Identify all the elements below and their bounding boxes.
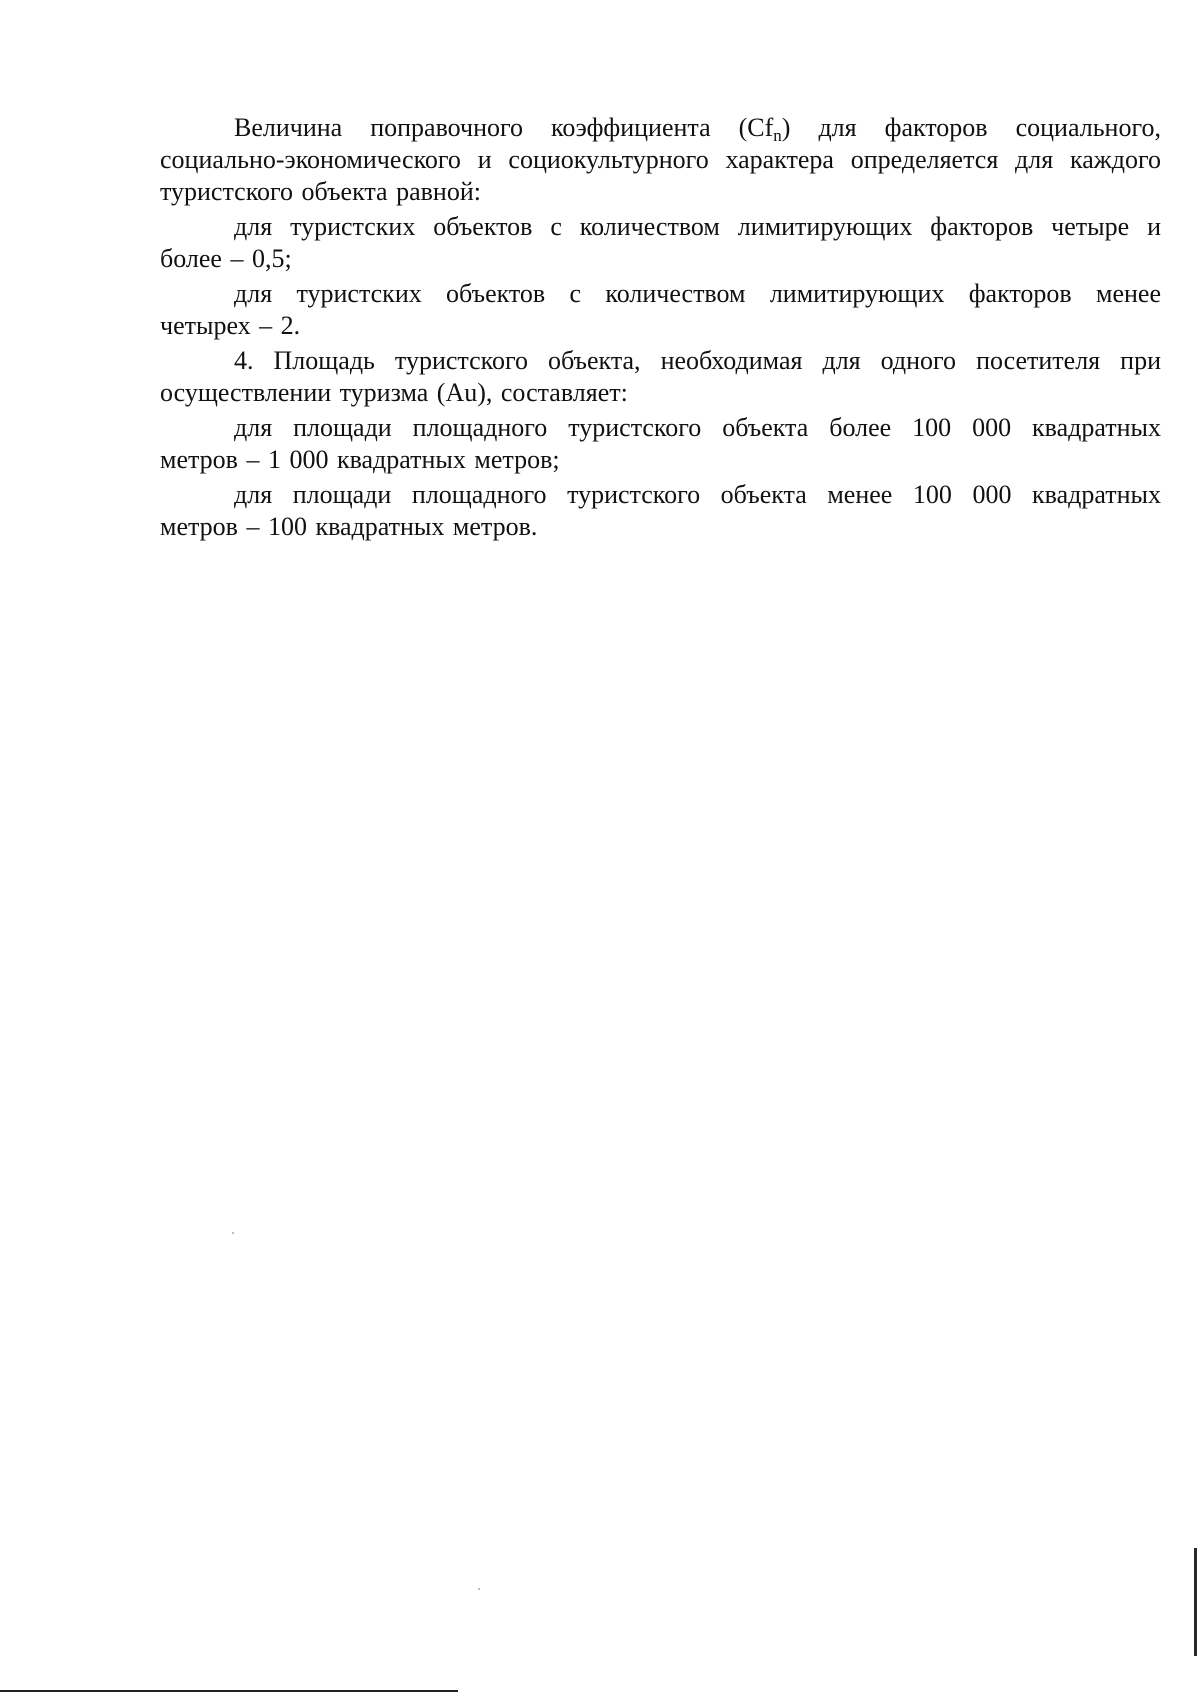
paragraph-area-more-than-100000 [160,412,1161,476]
text-line: четырех – 2. [160,311,301,340]
bottom-rule [0,1690,458,1692]
text-line: для площади площадного туристского объекта более 100 000 квадратных [234,413,1161,442]
text-line: более – 0,5; [160,244,292,273]
text-line: туристского объекта равной: [160,177,481,206]
paragraph-factors-less-than-four [160,278,1161,342]
text-line: осуществлении туризма (Au), составляет: [160,378,628,407]
document-body [160,112,1161,546]
text-line: для туристских объектов с количеством лимитирующих факторов менее [234,279,1161,308]
text-line: для площади площадного туристского объекта менее 100 000 квадратных [234,480,1161,509]
text-line: метров – 1 000 квадратных метров; [160,445,560,474]
paragraph-factors-four-or-more [160,211,1161,275]
text-line: для туристских объектов с количеством лимитирующих факторов четыре и [234,212,1161,241]
scan-speck [232,1232,234,1234]
paragraph-area-less-than-100000 [160,479,1161,543]
scan-edge-mark [1194,1548,1197,1656]
subscript-n: n [773,126,782,145]
text-line: Величина поправочного коэффициента $(Cf_n)$ для факторов социального, [234,113,1161,145]
text-line: метров – 100 квадратных метров. [160,512,538,541]
paragraph-coefficient-cfn [160,112,1161,208]
text-line: социально-экономического и социокультурного характера определяется для каждого [160,145,1161,174]
scan-speck [478,1588,480,1590]
paragraph-item-4-area-per-visitor [160,345,1161,409]
text-line: 4. Площадь туристского объекта, необходимая для одного посетителя при [234,346,1161,375]
